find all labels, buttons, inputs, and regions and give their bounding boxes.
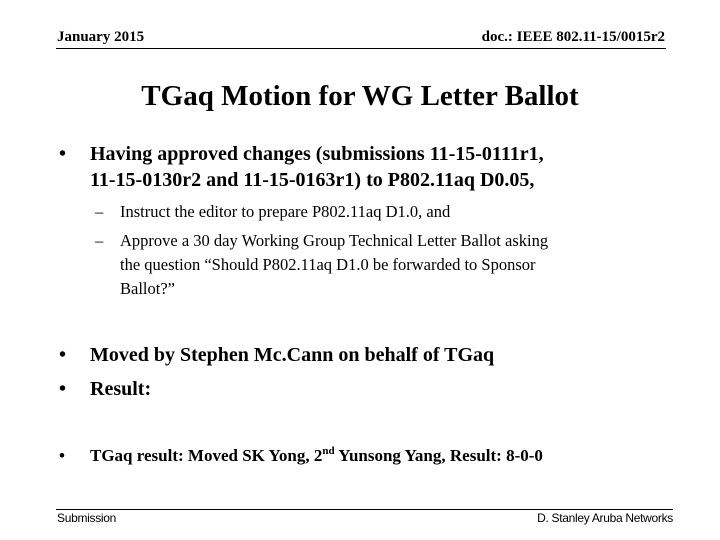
bullet-text-line: 11-15-0130r2 and 11-15-0163r1) to P802.11aq D0.05, <box>90 169 535 191</box>
sub-bullet-text: Instruct the editor to prepare P802.11aq D1.0, and <box>120 202 451 221</box>
slide-title: TGaq Motion for WG Letter Ballot <box>141 80 579 112</box>
bullet-glyph: • <box>59 378 67 400</box>
header-doc-id: doc.: IEEE 802.11-15/0015r2 <box>481 29 665 45</box>
header-divider <box>56 48 666 49</box>
footer-submission: Submission <box>57 511 117 525</box>
result-text-post: Yunsong Yang, Result: 8-0-0 <box>334 446 543 465</box>
bullet-glyph: • <box>59 143 67 165</box>
bullet-text-line: Having approved changes (submissions 11-15-0111r1, <box>90 143 544 165</box>
sub-bullet-text: the question “Should P802.11aq D1.0 be forwarded to Sponsor <box>120 255 536 274</box>
sub-bullet-text: Approve a 30 day Working Group Technical Letter Ballot asking <box>120 231 549 250</box>
bullet-text-line: Moved by Stephen Mc.Cann on behalf of TGaq <box>90 344 495 366</box>
footer-author: D. Stanley Aruba Networks <box>537 511 673 525</box>
header-date: January 2015 <box>57 29 145 45</box>
dash-glyph: – <box>95 231 104 250</box>
result-text-pre: TGaq result: Moved SK Yong, 2 <box>90 446 323 465</box>
bullet-text-line: Result: <box>90 378 152 400</box>
footer-divider <box>56 509 673 510</box>
bullet-glyph: • <box>59 446 65 465</box>
dash-glyph: – <box>95 202 104 221</box>
ordinal-suffix: nd <box>322 445 335 457</box>
sub-bullet-text: Ballot?” <box>120 279 175 298</box>
bullet-text-line <box>90 443 543 469</box>
bullet-glyph: • <box>59 344 67 366</box>
